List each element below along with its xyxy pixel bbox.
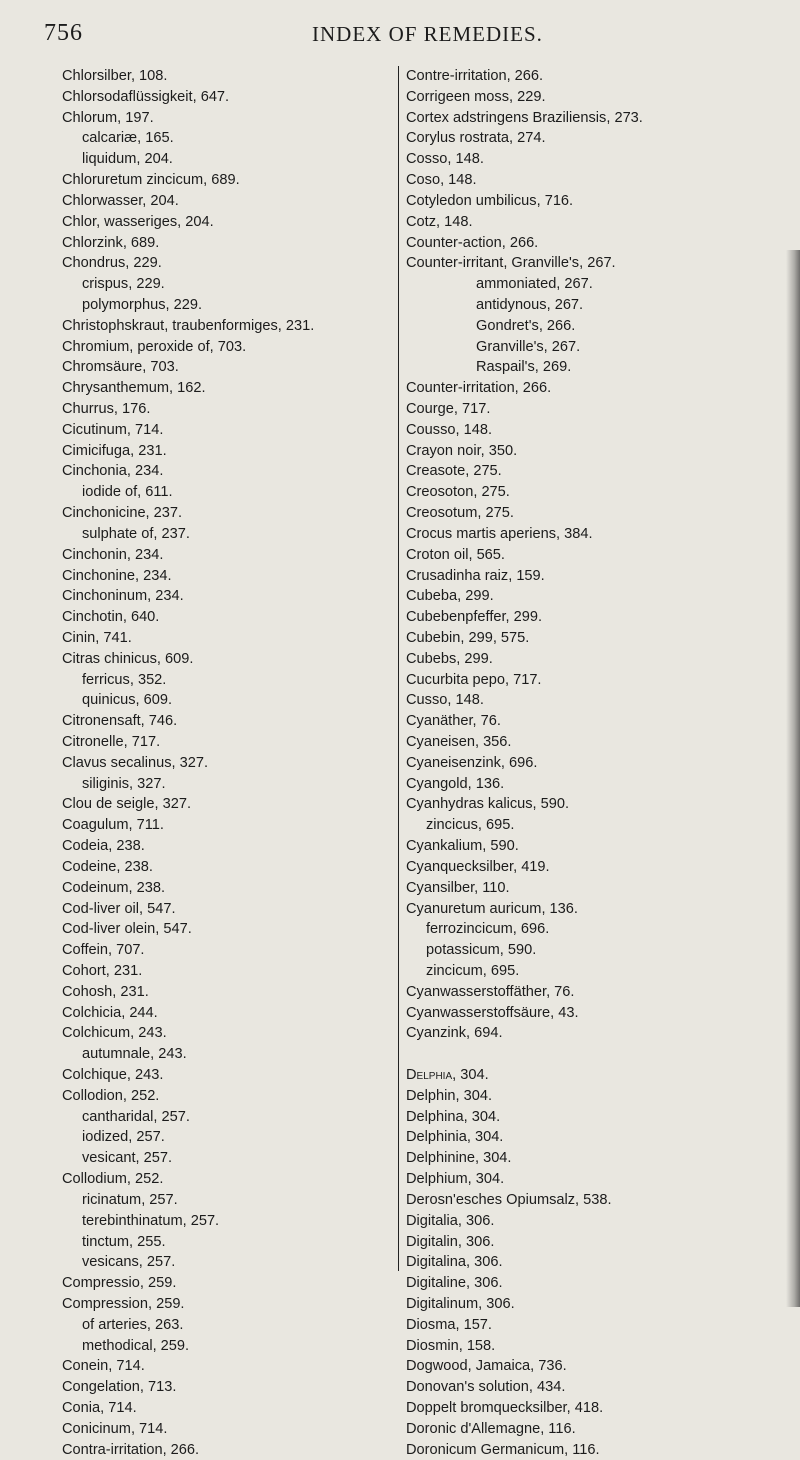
- index-entry: Cubebs, 299.: [406, 650, 493, 667]
- index-entry: Clou de seigle, 327.: [62, 796, 191, 813]
- index-entry: Doronicum Germanicum, 116.: [406, 1441, 600, 1458]
- index-subentry: terebinthinatum, 257.: [82, 1212, 220, 1229]
- index-entry: Creosotum, 275.: [406, 505, 514, 522]
- index-entry: Delphin, 304.: [406, 1087, 493, 1104]
- column-divider: [398, 66, 399, 1271]
- index-subentry: polymorphus, 229.: [82, 296, 203, 313]
- index-entry: Chlorum, 197.: [62, 109, 154, 126]
- index-entry: Counter-irritation, 266.: [406, 380, 552, 397]
- index-entry: Cyaneisen, 356.: [406, 734, 512, 750]
- page-title: INDEX OF REMEDIES.: [312, 22, 543, 46]
- page-number: 756: [44, 20, 83, 46]
- index-entry: Citronensaft, 746.: [62, 713, 178, 730]
- index-entry: Conicinum, 714.: [62, 1420, 168, 1437]
- index-column-right: [406, 66, 786, 1460]
- index-entry: Cyangold, 136.: [406, 775, 505, 792]
- index-entry: Crocus martis aperiens, 384.: [406, 525, 593, 542]
- index-entry: Chloruretum zincicum, 689.: [62, 172, 240, 189]
- index-entry: Delphina, 304.: [406, 1108, 501, 1125]
- index-entry: Coso, 148.: [406, 172, 477, 189]
- index-column-left: [62, 66, 397, 1460]
- index-entry: Chondrus, 229.: [62, 255, 162, 272]
- index-entry: Cinin, 741.: [62, 629, 132, 646]
- index-entry: Churrus, 176.: [62, 401, 151, 417]
- index-subentry: zincicus, 695.: [426, 817, 515, 834]
- index-subentry: iodide of, 611.: [82, 484, 173, 501]
- index-entry: Citras chinicus, 609.: [62, 650, 194, 667]
- index-entry: Christophskraut, traubenformiges, 231.: [62, 317, 315, 334]
- index-subentry: quinicus, 609.: [82, 692, 173, 709]
- index-entry: Codeia, 238.: [62, 838, 145, 855]
- index-entry: Digitaline, 306.: [406, 1275, 503, 1292]
- index-entry: Chlorsilber, 108.: [62, 68, 168, 84]
- index-entry: Citronelle, 717.: [62, 734, 161, 750]
- index-entry: Cinchonia, 234.: [62, 463, 164, 480]
- index-entry: Cinchotin, 640.: [62, 609, 160, 626]
- index-entry: Cod-liver oil, 547.: [62, 900, 176, 917]
- index-entry: Delphia, 304.: [406, 1067, 489, 1083]
- index-entry: Contre-irritation, 266.: [406, 68, 544, 84]
- index-entry: Chlorsodaflüssigkeit, 647.: [62, 88, 230, 105]
- index-subentry: liquidum, 204.: [82, 151, 173, 168]
- index-entry: Compression, 259.: [62, 1295, 185, 1312]
- index-entry: Digitalia, 306.: [406, 1212, 495, 1229]
- index-entry: Coagulum, 711.: [62, 817, 164, 834]
- index-entry: Cohosh, 231.: [62, 983, 149, 1000]
- index-entry: Cyanzink, 694.: [406, 1025, 503, 1042]
- index-subentry: calcariæ, 165.: [82, 130, 174, 147]
- index-entry: Coffein, 707.: [62, 942, 145, 959]
- page-edge-shadow: [786, 250, 800, 1307]
- index-entry: Cotyledon umbilicus, 716.: [406, 192, 574, 209]
- index-entry: Diosma, 157.: [406, 1316, 492, 1333]
- index-subentry: Gondret's, 266.: [476, 317, 576, 334]
- index-entry: Delphium, 304.: [406, 1171, 505, 1188]
- index-entry: Crayon noir, 350.: [406, 442, 518, 459]
- index-entry: Croton oil, 565.: [406, 546, 505, 563]
- index-entry: Chlorwasser, 204.: [62, 192, 179, 209]
- index-entry: Codeine, 238.: [62, 858, 153, 875]
- index-entry: Cinchonicine, 237.: [62, 505, 183, 522]
- index-entry: Delphinine, 304.: [406, 1150, 512, 1167]
- index-entry: Dogwood, Jamaica, 736.: [406, 1358, 567, 1375]
- index-entry: Cyankalium, 590.: [406, 838, 519, 855]
- index-entry: Cod-liver olein, 547.: [62, 921, 192, 938]
- index-entry: Doppelt bromquecksilber, 418.: [406, 1400, 604, 1416]
- index-entry: Delphinia, 304.: [406, 1129, 504, 1146]
- index-subentry: vesicant, 257.: [82, 1150, 173, 1167]
- index-entry: Congelation, 713.: [62, 1379, 177, 1396]
- index-subentry: tinctum, 255.: [82, 1233, 166, 1250]
- index-subentry: vesicans, 257.: [82, 1254, 176, 1271]
- index-entry: Conia, 714.: [62, 1400, 137, 1416]
- index-entry: Cyanwasserstoffsäure, 43.: [406, 1004, 579, 1021]
- index-entry: Cubeba, 299.: [406, 588, 494, 605]
- index-entry: Colchicia, 244.: [62, 1004, 158, 1021]
- index-entry: Digitalina, 306.: [406, 1254, 503, 1271]
- index-entry: Creosoton, 275.: [406, 484, 510, 501]
- index-entry: Cousso, 148.: [406, 421, 492, 438]
- index-subentry: Raspail's, 269.: [476, 359, 572, 376]
- index-entry: Creasote, 275.: [406, 463, 502, 480]
- index-subentry: Granville's, 267.: [476, 338, 581, 355]
- index-entry: Digitalinum, 306.: [406, 1295, 515, 1312]
- index-subentry: cantharidal, 257.: [82, 1108, 190, 1125]
- index-entry: Colchique, 243.: [62, 1067, 164, 1083]
- index-subentry: sulphate of, 237.: [82, 525, 190, 542]
- index-subentry: ammoniated, 267.: [476, 276, 593, 293]
- index-entry: Conein, 714.: [62, 1358, 145, 1375]
- index-entry: Contra-irritation, 266.: [62, 1441, 200, 1458]
- index-entry: Cyaneisenzink, 696.: [406, 754, 538, 771]
- index-entry: Chromsäure, 703.: [62, 359, 179, 376]
- index-entry: Counter-irritant, Granville's, 267.: [406, 255, 616, 272]
- index-entry: Cucurbita pepo, 717.: [406, 671, 542, 688]
- index-entry: Chlor, wasseriges, 204.: [62, 213, 214, 230]
- index-entry: Counter-action, 266.: [406, 234, 539, 251]
- index-subentry: ferricus, 352.: [82, 671, 167, 688]
- index-entry: Cubebenpfeffer, 299.: [406, 609, 543, 626]
- index-subentry: ferrozincicum, 696.: [426, 921, 550, 938]
- index-entry: Cusso, 148.: [406, 692, 484, 709]
- index-entry: Cinchoninum, 234.: [62, 588, 184, 605]
- index-subentry: ricinatum, 257.: [82, 1191, 178, 1208]
- index-subentry: antidynous, 267.: [476, 296, 584, 313]
- index-entry: Colchicum, 243.: [62, 1025, 167, 1042]
- index-entry: Doronic d'Allemagne, 116.: [406, 1420, 576, 1437]
- index-entry: Cyanhydras kalicus, 590.: [406, 796, 570, 813]
- index-entry: Donovan's solution, 434.: [406, 1379, 566, 1396]
- index-entry: Corylus rostrata, 274.: [406, 130, 546, 147]
- index-subentry: autumnale, 243.: [82, 1046, 187, 1063]
- index-entry: Cinchonin, 234.: [62, 546, 164, 563]
- index-subentry: methodical, 259.: [82, 1337, 190, 1354]
- index-entry: Diosmin, 158.: [406, 1337, 496, 1354]
- index-entry: Cortex adstringens Braziliensis, 273.: [406, 109, 643, 126]
- index-entry: Digitalin, 306.: [406, 1233, 495, 1250]
- index-entry: Cosso, 148.: [406, 151, 484, 168]
- index-entry: Compressio, 259.: [62, 1275, 177, 1292]
- index-entry: Clavus secalinus, 327.: [62, 754, 209, 771]
- index-subentry: iodized, 257.: [82, 1129, 165, 1146]
- index-entry: Corrigeen moss, 229.: [406, 88, 546, 105]
- index-entry: Cyanäther, 76.: [406, 713, 501, 730]
- index-entry: Cimicifuga, 231.: [62, 442, 167, 459]
- index-entry: Chrysanthemum, 162.: [62, 380, 206, 397]
- index-entry: Cinchonine, 234.: [62, 567, 172, 584]
- index-subentry: crispus, 229.: [82, 276, 165, 293]
- index-subentry: siliginis, 327.: [82, 775, 166, 792]
- index-entry: Collodium, 252.: [62, 1171, 164, 1188]
- index-entry: Cicutinum, 714.: [62, 421, 164, 438]
- index-entry: Cohort, 231.: [62, 962, 143, 979]
- index-entry: Crusadinha raiz, 159.: [406, 567, 545, 584]
- index-entry: Cyanuretum auricum, 136.: [406, 900, 578, 917]
- index-entry: Cyanquecksilber, 419.: [406, 858, 550, 875]
- index-entry: Chromium, peroxide of, 703.: [62, 338, 247, 355]
- index-entry: Cyanwasserstoffäther, 76.: [406, 983, 575, 1000]
- index-subentry: potassicum, 590.: [426, 942, 537, 959]
- index-entry: Codeinum, 238.: [62, 879, 166, 896]
- index-entry: Collodion, 252.: [62, 1087, 160, 1104]
- index-subentry: zincicum, 695.: [426, 962, 520, 979]
- index-entry: Chlorzink, 689.: [62, 234, 160, 251]
- index-entry: Derosn'esches Opiumsalz, 538.: [406, 1191, 612, 1208]
- index-entry: Cubebin, 299, 575.: [406, 629, 530, 646]
- index-subentry: of arteries, 263.: [82, 1316, 184, 1333]
- index-entry: Cyansilber, 110.: [406, 879, 510, 896]
- index-entry: Courge, 717.: [406, 401, 491, 417]
- section-gap: [406, 1044, 786, 1065]
- index-entry: Cotz, 148.: [406, 213, 473, 230]
